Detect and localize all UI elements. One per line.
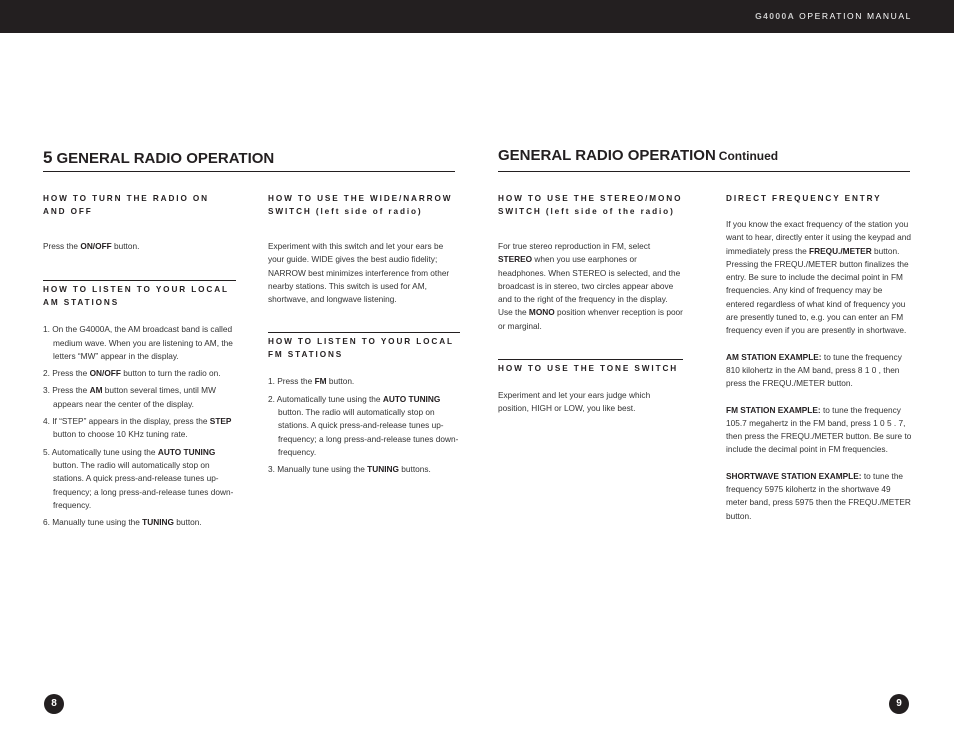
left-column-2 <box>268 192 460 477</box>
bold-text: TUNING <box>367 464 399 475</box>
text: button. The radio will automatically stop on stations. A quick press-and-release tunes up-frequency; a long press-and-release tunes down-frequency. <box>53 459 234 510</box>
list-item <box>43 323 236 363</box>
text: button to turn the radio on. <box>120 368 221 379</box>
text: button. Pressing the FREQU./METER button finalizes the entry. Be sure to include the decimal point in FM frequencies. Any kind of frequency may be entered regardless of what kind of frequency you are presently tuned to, e.g. you can enter an FM frequency even if you are presently in shortwave. <box>726 245 909 336</box>
heading-tone-switch: HOW TO USE THE TONE SWITCH <box>498 359 683 375</box>
text: 6. Manually tune using the <box>43 517 143 528</box>
text: button several times, until MW appears near the center of the display. <box>53 385 216 409</box>
paragraph-shortwave-example <box>726 470 912 523</box>
bold-text: SHORTWAVE STATION EXAMPLE: <box>726 470 862 481</box>
bold-text: AUTO TUNING <box>157 446 216 457</box>
text: 2. Press the <box>43 368 90 379</box>
bold-text: AM <box>89 385 103 396</box>
page-number-right: 9 <box>889 694 909 714</box>
text: 3. Press the <box>43 385 90 396</box>
left-section-title <box>43 148 274 168</box>
text: 4. If “STEP” appears in the display, press the <box>43 416 210 427</box>
left-column-1 <box>43 192 236 529</box>
bold-text: MONO <box>528 307 555 318</box>
paragraph-stereo-mono <box>498 240 683 333</box>
bold-text: ON/OFF <box>80 241 112 251</box>
right-section-title <box>498 147 778 164</box>
text: button. <box>173 517 202 528</box>
text: button. The radio will automatically stop on stations. A quick press-and-release tunes up-frequency; a long press-and-release tunes down-frequency. <box>278 407 459 457</box>
text: 1. Press the <box>268 376 315 387</box>
bold-text: TUNING <box>142 517 174 528</box>
list-item <box>43 516 236 529</box>
bold-text: FREQU./METER <box>809 245 872 256</box>
bold-text: FM <box>314 376 327 387</box>
continued-label: Continued <box>718 149 779 163</box>
text: when you use earphones or headphones. When STEREO is selected, and the broadcast is in stereo, two circles appear above and to the right of the frequency in the display. Use the <box>498 254 681 318</box>
heading-turn-radio-on-off: HOW TO TURN THE RADIO ON AND OFF <box>43 194 209 216</box>
text: 2. Automatically tune using the <box>268 393 383 404</box>
paragraph-tone-switch: Experiment and let your ears judge which position, HIGH or LOW, you like best. <box>498 390 651 414</box>
text: to tune the frequency 105.7 megahertz in the FM band, press 1 0 5 . 7, then press the FREQU./METER button. Be sure to include the decimal point in FM frequencies. <box>726 404 912 455</box>
text: Press the <box>43 241 81 251</box>
page-number-left: 8 <box>44 694 64 714</box>
text: to tune the frequency 5975 kilohertz in the shortwave 49 meter band, press 5975 then the FREQU./METER button. <box>726 470 911 521</box>
text: button. <box>111 241 140 251</box>
text: 3. Manually tune using the <box>268 464 368 475</box>
heading-wide-narrow: HOW TO USE THE WIDE/NARROW SWITCH (left side of radio) <box>268 194 453 216</box>
paragraph-fm-example <box>726 404 912 457</box>
list-item <box>43 367 236 380</box>
left-title-rule <box>43 171 455 172</box>
paragraph-am-example <box>726 351 912 391</box>
list-item <box>268 463 460 476</box>
header-bar <box>0 0 954 33</box>
paragraph-wide-narrow: Experiment with this switch and let your ears be your guide. WIDE gives the best audio fidelity; NARROW best minimizes interference from other nearby stations. This switch is used for AM, shortwave, and longwave listening. <box>268 241 450 305</box>
heading-stereo-mono: HOW TO USE THE STEREO/MONO SWITCH (left side of the radio) <box>498 194 683 216</box>
list-item <box>268 393 460 459</box>
bold-text: ON/OFF <box>89 368 121 379</box>
heading-direct-frequency: DIRECT FREQUENCY ENTRY <box>726 194 882 203</box>
paragraph-direct-frequency <box>726 218 912 338</box>
text: button. <box>326 376 355 387</box>
text: 1. On the G4000A, the AM broadcast band is called medium wave. When you are listening to AM, the letters “MW” appear in the display. <box>43 324 233 361</box>
running-header <box>755 11 912 21</box>
model-name: G4000A <box>755 11 796 21</box>
text: to tune the frequency 810 kilohertz in the AM band, press 8 1 0 , then press the FREQU./METER button. <box>726 351 902 389</box>
text: For true stereo reproduction in FM, select <box>498 241 651 251</box>
right-column-2 <box>726 192 912 523</box>
text: position whenver reception is poor or marginal. <box>498 307 683 331</box>
heading-local-am: HOW TO LISTEN TO YOUR LOCAL AM STATIONS <box>43 280 236 309</box>
text: 5. Automatically tune using the <box>43 446 158 457</box>
manual-label: OPERATION MANUAL <box>799 11 912 21</box>
bold-text: STEP <box>209 416 232 427</box>
bold-text: AUTO TUNING <box>382 393 441 404</box>
paragraph-on-off <box>43 240 236 253</box>
text: If you know the exact frequency of the station you want to hear, directly enter it using the keypad and immediately press the <box>726 219 911 256</box>
right-column-1 <box>498 192 683 416</box>
list-item <box>43 384 236 411</box>
text: buttons. <box>398 464 431 475</box>
bold-text: AM STATION EXAMPLE: <box>726 351 822 362</box>
right-title-rule <box>498 171 910 172</box>
bold-text: FM STATION EXAMPLE: <box>726 404 821 415</box>
section-number: 5 <box>43 148 53 167</box>
list-item <box>268 375 460 388</box>
right-title-text: GENERAL RADIO OPERATION <box>498 147 716 164</box>
bold-text: STEREO <box>498 254 533 265</box>
list-item <box>43 446 236 512</box>
list-item <box>43 415 236 442</box>
left-title-text: GENERAL RADIO OPERATION <box>56 150 275 167</box>
heading-local-fm: HOW TO LISTEN TO YOUR LOCAL FM STATIONS <box>268 332 460 361</box>
text: button to choose 10 KHz tuning rate. <box>53 429 188 440</box>
